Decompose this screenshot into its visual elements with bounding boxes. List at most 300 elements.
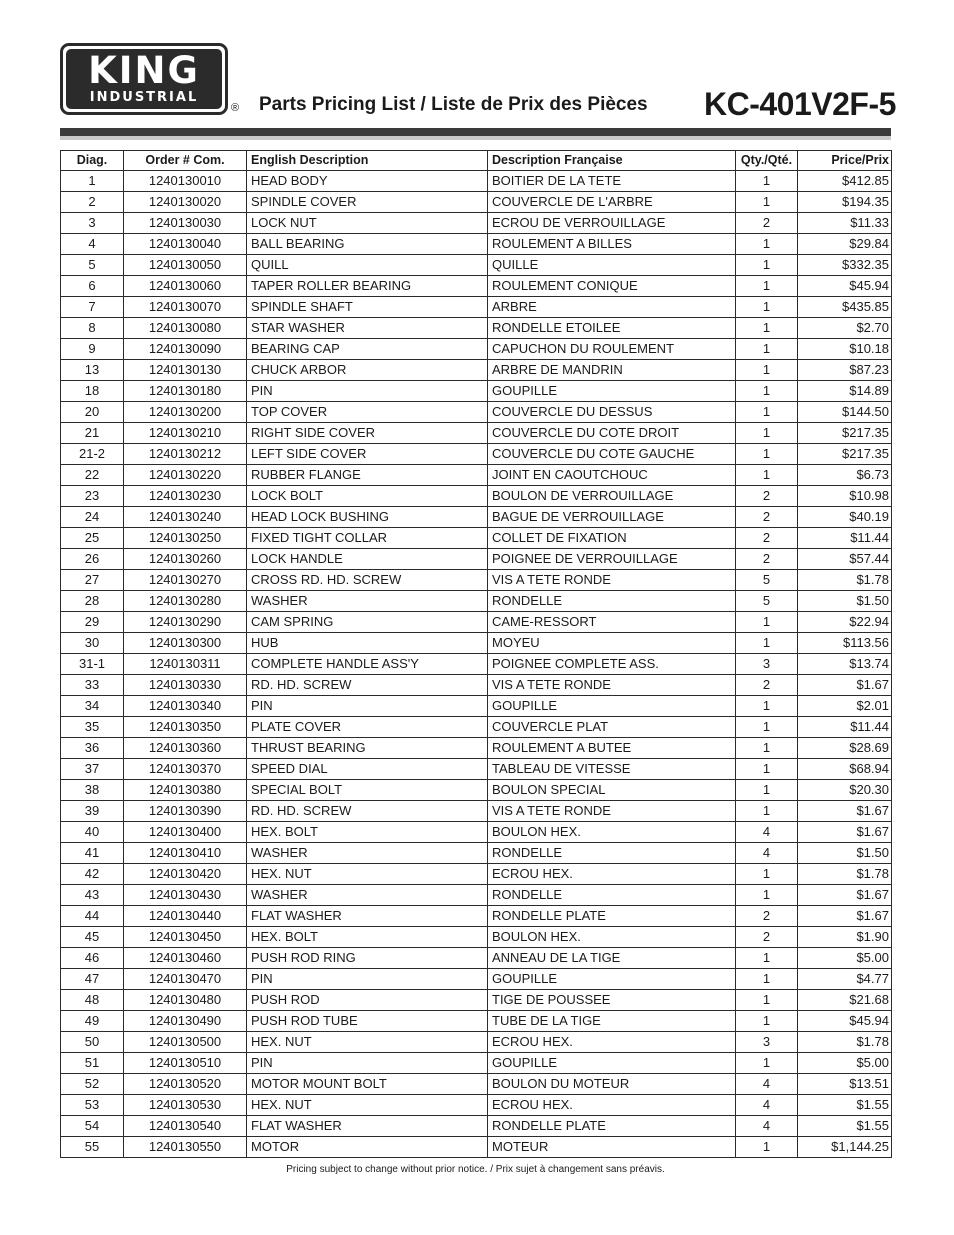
- cell-diag: 21: [61, 423, 124, 444]
- cell-diag: 39: [61, 801, 124, 822]
- cell-price: $13.51: [798, 1074, 892, 1095]
- cell-price: $29.84: [798, 234, 892, 255]
- cell-order-number: 1240130450: [124, 927, 247, 948]
- table-row: [61, 213, 892, 234]
- cell-english-description: CAM SPRING: [247, 612, 488, 633]
- cell-order-number: 1240130500: [124, 1032, 247, 1053]
- cell-order-number: 1240130270: [124, 570, 247, 591]
- cell-english-description: LOCK NUT: [247, 213, 488, 234]
- cell-diag: 21-2: [61, 444, 124, 465]
- logo-subtext: INDUSTRIAL: [89, 90, 199, 105]
- cell-order-number: 1240130540: [124, 1116, 247, 1137]
- cell-quantity: 1: [736, 465, 798, 486]
- cell-diag: 44: [61, 906, 124, 927]
- table-row: [61, 1116, 892, 1137]
- cell-diag: 33: [61, 675, 124, 696]
- cell-price: $1.67: [798, 885, 892, 906]
- cell-english-description: HEX. BOLT: [247, 822, 488, 843]
- cell-price: $412.85: [798, 171, 892, 192]
- cell-order-number: 1240130550: [124, 1137, 247, 1158]
- cell-quantity: 4: [736, 822, 798, 843]
- cell-french-description: MOTEUR: [488, 1137, 736, 1158]
- cell-order-number: 1240130390: [124, 801, 247, 822]
- cell-english-description: CHUCK ARBOR: [247, 360, 488, 381]
- cell-price: $2.70: [798, 318, 892, 339]
- table-row: [61, 1137, 892, 1158]
- cell-order-number: 1240130080: [124, 318, 247, 339]
- cell-diag: 48: [61, 990, 124, 1011]
- table-row: [61, 465, 892, 486]
- cell-english-description: HEX. NUT: [247, 1095, 488, 1116]
- cell-price: $5.00: [798, 948, 892, 969]
- cell-french-description: COUVERCLE DE L'ARBRE: [488, 192, 736, 213]
- cell-quantity: 1: [736, 171, 798, 192]
- cell-price: $4.77: [798, 969, 892, 990]
- column-header-price: Price/Prix: [798, 151, 892, 171]
- cell-price: $1.67: [798, 906, 892, 927]
- cell-order-number: 1240130280: [124, 591, 247, 612]
- cell-diag: 5: [61, 255, 124, 276]
- cell-price: $28.69: [798, 738, 892, 759]
- cell-order-number: 1240130350: [124, 717, 247, 738]
- cell-french-description: GOUPILLE: [488, 969, 736, 990]
- cell-quantity: 2: [736, 549, 798, 570]
- cell-french-description: JOINT EN CAOUTCHOUC: [488, 465, 736, 486]
- table-row: [61, 780, 892, 801]
- cell-price: $1.67: [798, 801, 892, 822]
- cell-french-description: RONDELLE: [488, 885, 736, 906]
- cell-french-description: BOULON DU MOTEUR: [488, 1074, 736, 1095]
- table-row: [61, 612, 892, 633]
- cell-french-description: COUVERCLE DU COTE GAUCHE: [488, 444, 736, 465]
- cell-order-number: 1240130520: [124, 1074, 247, 1095]
- cell-diag: 41: [61, 843, 124, 864]
- cell-diag: 55: [61, 1137, 124, 1158]
- cell-price: $87.23: [798, 360, 892, 381]
- cell-french-description: GOUPILLE: [488, 1053, 736, 1074]
- cell-french-description: ECROU HEX.: [488, 1095, 736, 1116]
- cell-quantity: 1: [736, 696, 798, 717]
- cell-english-description: CROSS RD. HD. SCREW: [247, 570, 488, 591]
- cell-french-description: COUVERCLE DU COTE DROIT: [488, 423, 736, 444]
- cell-diag: 27: [61, 570, 124, 591]
- table-row: [61, 948, 892, 969]
- cell-french-description: BOITIER DE LA TETE: [488, 171, 736, 192]
- cell-french-description: RONDELLE: [488, 843, 736, 864]
- cell-english-description: WASHER: [247, 591, 488, 612]
- cell-french-description: BOULON SPECIAL: [488, 780, 736, 801]
- table-row: [61, 759, 892, 780]
- column-header-qty: Qty./Qté.: [736, 151, 798, 171]
- cell-quantity: 2: [736, 528, 798, 549]
- cell-order-number: 1240130130: [124, 360, 247, 381]
- table-row: [61, 381, 892, 402]
- cell-english-description: PUSH ROD RING: [247, 948, 488, 969]
- cell-order-number: 1240130050: [124, 255, 247, 276]
- cell-english-description: RUBBER FLANGE: [247, 465, 488, 486]
- cell-price: $1.50: [798, 843, 892, 864]
- pricing-disclaimer: Pricing subject to change without prior notice. / Prix sujet à changement sans préavis.: [286, 1164, 665, 1175]
- cell-diag: 54: [61, 1116, 124, 1137]
- cell-french-description: ARBRE DE MANDRIN: [488, 360, 736, 381]
- table-row: [61, 255, 892, 276]
- cell-order-number: 1240130370: [124, 759, 247, 780]
- table-row: [61, 969, 892, 990]
- cell-diag: 51: [61, 1053, 124, 1074]
- table-row: [61, 192, 892, 213]
- cell-french-description: ANNEAU DE LA TIGE: [488, 948, 736, 969]
- cell-price: $14.89: [798, 381, 892, 402]
- table-row: [61, 738, 892, 759]
- table-row: [61, 654, 892, 675]
- cell-price: $6.73: [798, 465, 892, 486]
- cell-english-description: BALL BEARING: [247, 234, 488, 255]
- registered-mark: ®: [231, 102, 240, 114]
- cell-diag: 1: [61, 171, 124, 192]
- cell-quantity: 2: [736, 927, 798, 948]
- cell-price: $40.19: [798, 507, 892, 528]
- table-row: [61, 339, 892, 360]
- cell-french-description: POIGNEE COMPLETE ASS.: [488, 654, 736, 675]
- cell-diag: 2: [61, 192, 124, 213]
- header-rule-light: [60, 136, 891, 140]
- cell-price: $332.35: [798, 255, 892, 276]
- cell-diag: 36: [61, 738, 124, 759]
- cell-price: $20.30: [798, 780, 892, 801]
- cell-quantity: 3: [736, 1032, 798, 1053]
- page-title: Parts Pricing List / Liste de Prix des Pièces: [259, 94, 648, 115]
- cell-order-number: 1240130300: [124, 633, 247, 654]
- cell-quantity: 4: [736, 843, 798, 864]
- cell-english-description: HEX. BOLT: [247, 927, 488, 948]
- cell-french-description: ROULEMENT A BILLES: [488, 234, 736, 255]
- cell-quantity: 1: [736, 633, 798, 654]
- cell-order-number: 1240130210: [124, 423, 247, 444]
- cell-french-description: ARBRE: [488, 297, 736, 318]
- cell-diag: 28: [61, 591, 124, 612]
- table-row: [61, 1095, 892, 1116]
- cell-quantity: 5: [736, 570, 798, 591]
- cell-order-number: 1240130020: [124, 192, 247, 213]
- cell-english-description: SPINDLE COVER: [247, 192, 488, 213]
- cell-quantity: 1: [736, 234, 798, 255]
- cell-price: $1.67: [798, 675, 892, 696]
- cell-diag: 46: [61, 948, 124, 969]
- cell-french-description: MOYEU: [488, 633, 736, 654]
- cell-diag: 25: [61, 528, 124, 549]
- cell-quantity: 1: [736, 717, 798, 738]
- cell-diag: 53: [61, 1095, 124, 1116]
- cell-english-description: SPEED DIAL: [247, 759, 488, 780]
- cell-quantity: 1: [736, 423, 798, 444]
- table-row: [61, 633, 892, 654]
- cell-english-description: FLAT WASHER: [247, 906, 488, 927]
- cell-order-number: 1240130290: [124, 612, 247, 633]
- cell-order-number: 1240130200: [124, 402, 247, 423]
- cell-french-description: ECROU HEX.: [488, 864, 736, 885]
- cell-french-description: BOULON HEX.: [488, 927, 736, 948]
- cell-price: $144.50: [798, 402, 892, 423]
- cell-french-description: BOULON HEX.: [488, 822, 736, 843]
- cell-price: $113.56: [798, 633, 892, 654]
- column-header-french: Description Française: [488, 151, 736, 171]
- cell-order-number: 1240130490: [124, 1011, 247, 1032]
- table-row: [61, 486, 892, 507]
- cell-english-description: PIN: [247, 1053, 488, 1074]
- cell-diag: 9: [61, 339, 124, 360]
- table-row: [61, 591, 892, 612]
- cell-quantity: 2: [736, 675, 798, 696]
- cell-price: $11.44: [798, 717, 892, 738]
- cell-diag: 40: [61, 822, 124, 843]
- cell-price: $1.67: [798, 822, 892, 843]
- cell-english-description: RD. HD. SCREW: [247, 801, 488, 822]
- cell-quantity: 1: [736, 192, 798, 213]
- cell-quantity: 1: [736, 255, 798, 276]
- cell-price: $217.35: [798, 423, 892, 444]
- cell-price: $11.33: [798, 213, 892, 234]
- cell-quantity: 4: [736, 1074, 798, 1095]
- cell-order-number: 1240130430: [124, 885, 247, 906]
- parts-table: [60, 150, 892, 1158]
- cell-french-description: GOUPILLE: [488, 696, 736, 717]
- cell-quantity: 4: [736, 1116, 798, 1137]
- cell-english-description: MOTOR MOUNT BOLT: [247, 1074, 488, 1095]
- cell-price: $68.94: [798, 759, 892, 780]
- cell-price: $13.74: [798, 654, 892, 675]
- table-row: [61, 843, 892, 864]
- cell-english-description: FIXED TIGHT COLLAR: [247, 528, 488, 549]
- cell-price: $10.98: [798, 486, 892, 507]
- cell-order-number: 1240130330: [124, 675, 247, 696]
- cell-order-number: 1240130510: [124, 1053, 247, 1074]
- cell-diag: 30: [61, 633, 124, 654]
- cell-diag: 7: [61, 297, 124, 318]
- cell-quantity: 2: [736, 906, 798, 927]
- table-row: [61, 276, 892, 297]
- table-row: [61, 990, 892, 1011]
- header-rule-dark: [60, 128, 891, 136]
- king-industrial-logo: [60, 43, 228, 115]
- cell-price: $11.44: [798, 528, 892, 549]
- table-row: [61, 675, 892, 696]
- table-row: [61, 423, 892, 444]
- cell-quantity: 2: [736, 213, 798, 234]
- cell-quantity: 1: [736, 444, 798, 465]
- cell-french-description: TABLEAU DE VITESSE: [488, 759, 736, 780]
- table-row: [61, 297, 892, 318]
- table-row: [61, 318, 892, 339]
- cell-french-description: COUVERCLE PLAT: [488, 717, 736, 738]
- cell-quantity: 1: [736, 885, 798, 906]
- cell-order-number: 1240130090: [124, 339, 247, 360]
- table-row: [61, 885, 892, 906]
- cell-diag: 49: [61, 1011, 124, 1032]
- cell-price: $2.01: [798, 696, 892, 717]
- cell-order-number: 1240130440: [124, 906, 247, 927]
- cell-french-description: CAME-RESSORT: [488, 612, 736, 633]
- cell-diag: 50: [61, 1032, 124, 1053]
- cell-order-number: 1240130380: [124, 780, 247, 801]
- cell-diag: 43: [61, 885, 124, 906]
- table-row: [61, 906, 892, 927]
- cell-english-description: LOCK HANDLE: [247, 549, 488, 570]
- table-row: [61, 927, 892, 948]
- cell-order-number: 1240130230: [124, 486, 247, 507]
- cell-diag: 26: [61, 549, 124, 570]
- model-number: KC-401V2F-5: [704, 86, 896, 122]
- cell-quantity: 3: [736, 654, 798, 675]
- cell-quantity: 1: [736, 339, 798, 360]
- table-row: [61, 1053, 892, 1074]
- cell-quantity: 1: [736, 318, 798, 339]
- cell-quantity: 1: [736, 297, 798, 318]
- cell-english-description: WASHER: [247, 843, 488, 864]
- cell-quantity: 1: [736, 612, 798, 633]
- cell-order-number: 1240130180: [124, 381, 247, 402]
- cell-quantity: 2: [736, 507, 798, 528]
- cell-french-description: RONDELLE: [488, 591, 736, 612]
- cell-english-description: SPINDLE SHAFT: [247, 297, 488, 318]
- table-row: [61, 696, 892, 717]
- cell-french-description: COLLET DE FIXATION: [488, 528, 736, 549]
- table-row: [61, 570, 892, 591]
- cell-english-description: LOCK BOLT: [247, 486, 488, 507]
- cell-english-description: SPECIAL BOLT: [247, 780, 488, 801]
- cell-price: $1.55: [798, 1116, 892, 1137]
- cell-price: $1.78: [798, 864, 892, 885]
- cell-order-number: 1240130040: [124, 234, 247, 255]
- parts-table-body: [61, 171, 892, 1158]
- cell-english-description: PIN: [247, 969, 488, 990]
- cell-french-description: ROULEMENT A BUTEE: [488, 738, 736, 759]
- cell-french-description: TIGE DE POUSSEE: [488, 990, 736, 1011]
- cell-price: $1.78: [798, 1032, 892, 1053]
- table-row: [61, 171, 892, 192]
- cell-diag: 18: [61, 381, 124, 402]
- cell-french-description: RONDELLE PLATE: [488, 906, 736, 927]
- cell-order-number: 1240130460: [124, 948, 247, 969]
- table-row: [61, 528, 892, 549]
- cell-price: $217.35: [798, 444, 892, 465]
- cell-english-description: HEX. NUT: [247, 864, 488, 885]
- cell-french-description: QUILLE: [488, 255, 736, 276]
- cell-order-number: 1240130360: [124, 738, 247, 759]
- cell-price: $45.94: [798, 276, 892, 297]
- cell-order-number: 1240130410: [124, 843, 247, 864]
- table-header-row: [61, 151, 892, 171]
- cell-price: $194.35: [798, 192, 892, 213]
- cell-english-description: PLATE COVER: [247, 717, 488, 738]
- cell-quantity: 1: [736, 1137, 798, 1158]
- cell-english-description: LEFT SIDE COVER: [247, 444, 488, 465]
- cell-price: $435.85: [798, 297, 892, 318]
- cell-diag: 8: [61, 318, 124, 339]
- cell-order-number: 1240130240: [124, 507, 247, 528]
- cell-quantity: 5: [736, 591, 798, 612]
- cell-price: $57.44: [798, 549, 892, 570]
- cell-order-number: 1240130220: [124, 465, 247, 486]
- cell-price: $1.55: [798, 1095, 892, 1116]
- cell-french-description: BOULON DE VERROUILLAGE: [488, 486, 736, 507]
- cell-quantity: 1: [736, 969, 798, 990]
- cell-diag: 4: [61, 234, 124, 255]
- cell-order-number: 1240130010: [124, 171, 247, 192]
- cell-quantity: 1: [736, 990, 798, 1011]
- cell-quantity: 1: [736, 1011, 798, 1032]
- cell-english-description: THRUST BEARING: [247, 738, 488, 759]
- logo-brand-text: KING: [88, 49, 200, 92]
- cell-diag: 24: [61, 507, 124, 528]
- cell-quantity: 1: [736, 738, 798, 759]
- cell-diag: 22: [61, 465, 124, 486]
- cell-english-description: BEARING CAP: [247, 339, 488, 360]
- table-row: [61, 402, 892, 423]
- cell-price: $45.94: [798, 1011, 892, 1032]
- cell-english-description: PUSH ROD TUBE: [247, 1011, 488, 1032]
- cell-french-description: ROULEMENT CONIQUE: [488, 276, 736, 297]
- cell-order-number: 1240130060: [124, 276, 247, 297]
- cell-price: $21.68: [798, 990, 892, 1011]
- cell-english-description: WASHER: [247, 885, 488, 906]
- cell-quantity: 1: [736, 1053, 798, 1074]
- cell-order-number: 1240130030: [124, 213, 247, 234]
- cell-french-description: ECROU HEX.: [488, 1032, 736, 1053]
- cell-french-description: VIS A TETE RONDE: [488, 570, 736, 591]
- table-row: [61, 1032, 892, 1053]
- table-row: [61, 717, 892, 738]
- cell-english-description: QUILL: [247, 255, 488, 276]
- cell-price: $22.94: [798, 612, 892, 633]
- cell-english-description: MOTOR: [247, 1137, 488, 1158]
- cell-diag: 20: [61, 402, 124, 423]
- cell-order-number: 1240130311: [124, 654, 247, 675]
- cell-english-description: HEAD BODY: [247, 171, 488, 192]
- cell-quantity: 1: [736, 360, 798, 381]
- cell-english-description: PIN: [247, 381, 488, 402]
- table-row: [61, 864, 892, 885]
- cell-french-description: POIGNEE DE VERROUILLAGE: [488, 549, 736, 570]
- cell-order-number: 1240130400: [124, 822, 247, 843]
- logo-plate: [66, 49, 222, 109]
- cell-quantity: 1: [736, 864, 798, 885]
- cell-order-number: 1240130470: [124, 969, 247, 990]
- table-row: [61, 822, 892, 843]
- column-header-english: English Description: [247, 151, 488, 171]
- cell-diag: 47: [61, 969, 124, 990]
- column-header-order: Order # Com.: [124, 151, 247, 171]
- cell-quantity: 1: [736, 276, 798, 297]
- cell-diag: 3: [61, 213, 124, 234]
- cell-english-description: HEAD LOCK BUSHING: [247, 507, 488, 528]
- cell-quantity: 2: [736, 486, 798, 507]
- cell-diag: 31-1: [61, 654, 124, 675]
- cell-english-description: TAPER ROLLER BEARING: [247, 276, 488, 297]
- cell-english-description: COMPLETE HANDLE ASS'Y: [247, 654, 488, 675]
- cell-price: $10.18: [798, 339, 892, 360]
- cell-order-number: 1240130212: [124, 444, 247, 465]
- cell-quantity: 1: [736, 801, 798, 822]
- table-row: [61, 507, 892, 528]
- cell-english-description: HEX. NUT: [247, 1032, 488, 1053]
- cell-english-description: STAR WASHER: [247, 318, 488, 339]
- table-row: [61, 234, 892, 255]
- cell-diag: 42: [61, 864, 124, 885]
- cell-diag: 34: [61, 696, 124, 717]
- cell-french-description: BAGUE DE VERROUILLAGE: [488, 507, 736, 528]
- table-row: [61, 801, 892, 822]
- cell-diag: 29: [61, 612, 124, 633]
